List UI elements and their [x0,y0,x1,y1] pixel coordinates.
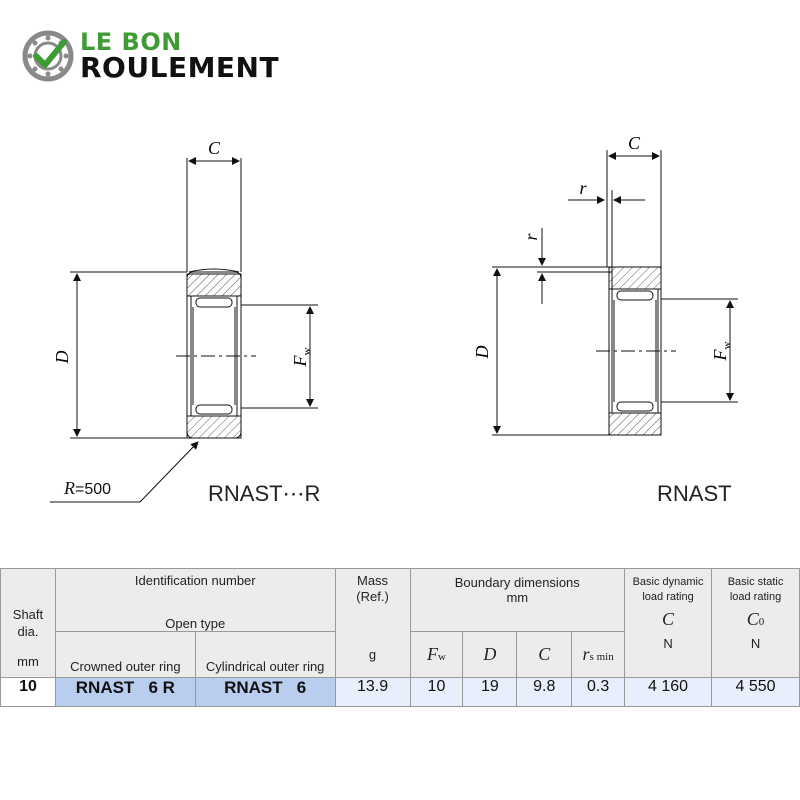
right-drawing-label: RNAST [657,481,732,506]
left-drawing-label: RNAST⋯R [208,481,321,506]
d-cell: 19 [463,678,517,707]
right-dim-c-label: C [627,133,641,153]
radius-symbol: R [64,478,75,498]
ident-header: Identification number Open type [55,569,335,632]
right-dim-d-label: D [472,345,492,359]
logo-text-top: LE BON [80,28,182,56]
table-row [1,678,800,707]
fw-cell: 10 [410,678,463,707]
cylindrical-header: Cylindrical outer ring [195,632,335,678]
right-dim-r-vertical-label: r [521,233,541,241]
radius-value: =500 [75,481,112,498]
c-cell: 9.8 [517,678,572,707]
left-dimensions [50,158,318,502]
dynamic-rating-header: Basic dynamic load rating C N [625,569,712,678]
dynamic-rating-cell: 4 160 [625,678,712,707]
crowned-header: Crowned outer ring [55,632,195,678]
left-dim-d-label: D [52,350,72,364]
rs-cell: 0.3 [572,678,625,707]
left-dim-c-label: C [207,138,221,158]
c-header: C [517,632,572,678]
bearing-drawings [0,100,800,520]
fw-header: Fw [410,632,463,678]
mass-header: Mass (Ref.) g [335,569,410,678]
shaft-header: Shaft dia. mm [1,569,56,678]
right-bearing-section [596,267,676,435]
mass-cell: 13.9 [335,678,410,707]
static-rating-header: Basic static load rating C0 N [712,569,800,678]
radius-annotation [64,478,111,499]
bearing-check-icon [22,30,74,82]
cylindrical-id-cell[interactable]: RNAST 6 [195,678,335,707]
d-header: D [463,632,517,678]
left-bearing-section [176,269,256,438]
crowned-id-cell[interactable]: RNAST 6 R [55,678,195,707]
logo-text-bottom: ROULEMENT [80,51,280,84]
shaft-cell: 10 [1,678,56,707]
boundary-header: Boundary dimensions mm [410,569,625,632]
static-rating-cell: 4 550 [712,678,800,707]
left-dim-fw-label: $F_w$ [290,347,313,367]
right-dim-fw-label: $F_w$ [710,341,733,361]
rs-header: rs min [572,632,625,678]
spec-table [0,568,800,707]
brand-logo [22,26,302,86]
right-dim-r-horizontal-label: r [579,178,587,198]
